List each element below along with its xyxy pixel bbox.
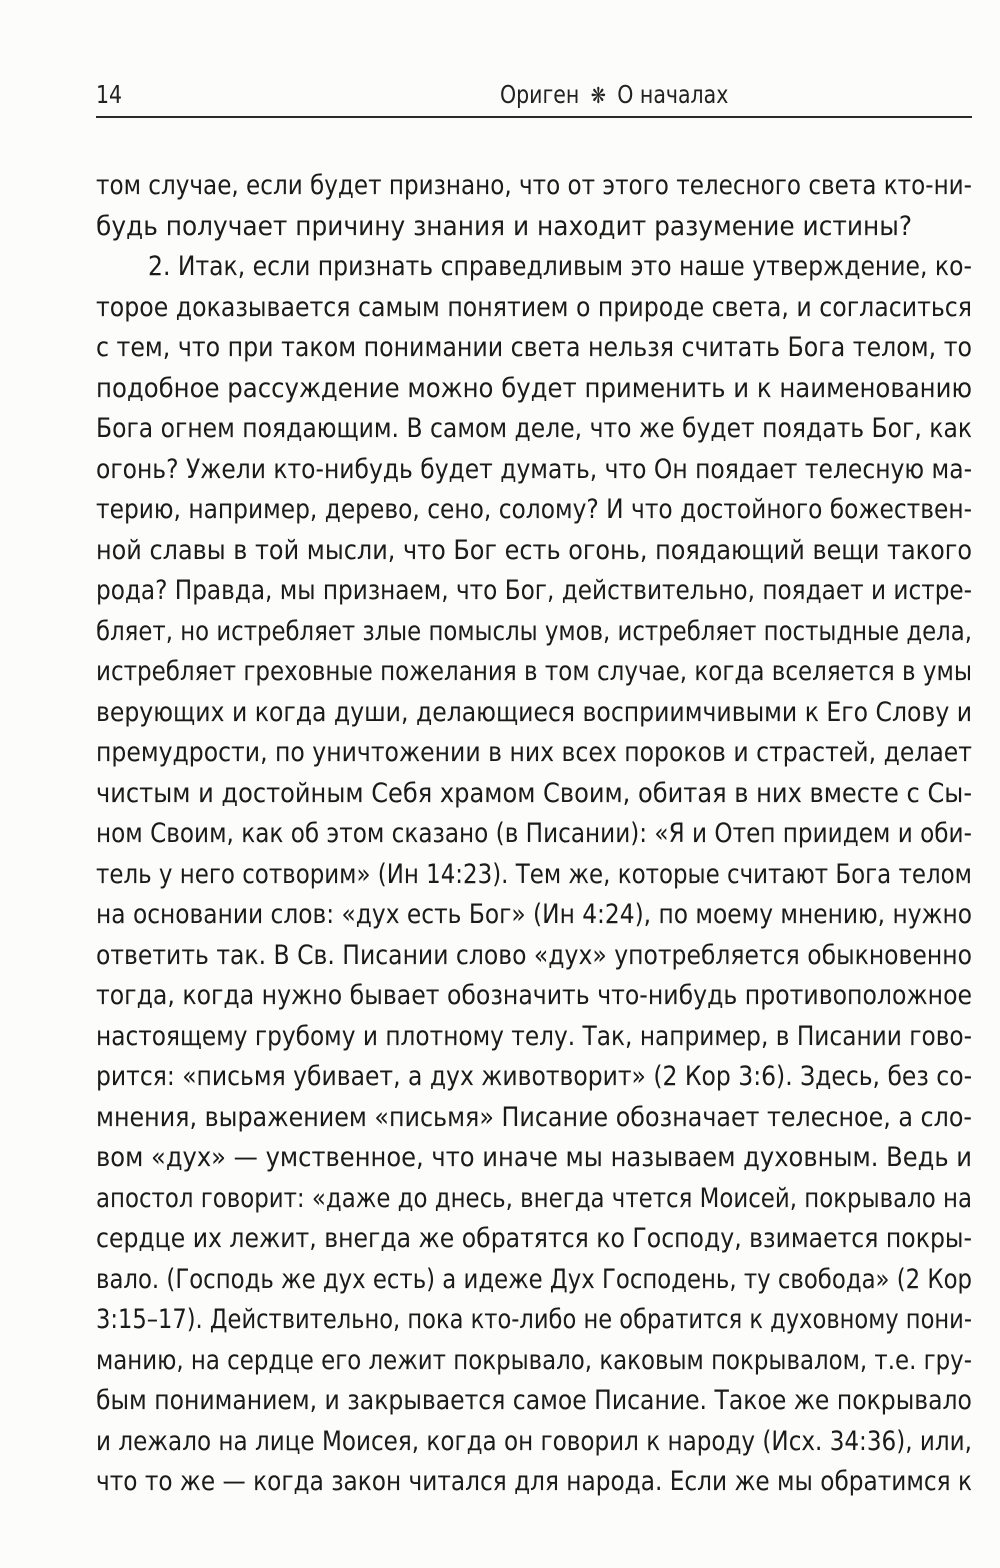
text-line: и лежало на лице Моисея, когда он говорил к народу (Исх. 34:36), или, [96, 1425, 972, 1457]
text-line: бляет, но истребляет злые помыслы умов, истребляет постыдные дела, [96, 615, 972, 647]
header-rule [96, 116, 972, 118]
body-text [96, 166, 976, 1503]
text-line: торое доказывается самым понятием о природе света, и согласиться [96, 291, 973, 323]
text-line: 3:15–17). Действительно, пока кто-либо не обратится к духовному пони- [96, 1304, 972, 1335]
text-line: на основании слов: «дух есть Бог» (Ин 4:24), по моему мнению, нужно [96, 899, 973, 930]
text-line: чистым и достойным Себя храмом Своим, обитая в них вместе с Сы- [96, 777, 973, 809]
ornament-icon: ❋ [590, 84, 606, 109]
text-line: ответить так. В Св. Писании слово «дух» употребляется обыкновенно [96, 939, 972, 971]
author-name: Ориген [500, 80, 580, 109]
text-line: будь получает причину знания и находит разумение истины? [96, 210, 913, 242]
text-line: Бога огнем поядающим. В самом деле, что же будет поядать Бог, как [96, 413, 973, 444]
running-title [500, 77, 728, 115]
text-line: премудрости, по уничтожении в них всех пороков и страстей, делает [96, 737, 972, 768]
text-line: настоящему грубому и плотному телу. Так, например, в Писании гово- [96, 1020, 973, 1052]
text-line: рода? Правда, мы признаем, что Бог, действительно, поядает и истре- [96, 575, 973, 606]
text-line: манию, на сердце его лежит покрывало, каковым покрывалом, т.е. гру- [96, 1344, 972, 1376]
text-line: тогда, когда нужно бывает обозначить что-нибудь противоположное [96, 980, 973, 1011]
text-line: рится: «письмя убивает, а дух животворит» (2 Кор 3:6). Здесь, без со- [96, 1061, 973, 1092]
text-line: ном Своим, как об этом сказано (в Писании): «Я и Отеп приидем и оби- [96, 818, 972, 849]
text-line: огонь? Ужели кто-нибудь будет думать, что Он поядает телесную ма- [96, 453, 973, 485]
text-line: верующих и когда души, делающиеся восприимчивыми к Его Слову и [96, 696, 973, 728]
text-line: тель у него сотворим» (Ин 14:23). Тем же, которые считают Бога телом [96, 858, 972, 890]
text-line: том случае, если будет признано, что от этого телесного света кто-ни- [96, 170, 972, 201]
text-line: подобное рассуждение можно будет применить и к наименованию [96, 372, 972, 404]
text-line: истребляет греховные пожелания в том случае, когда вселяется в умы [96, 656, 972, 687]
text-line: с тем, что при таком понимании света нельзя считать Бога телом, то [96, 332, 972, 363]
paragraph-start-line: 2. Итак, если признать справедливым это наше утверждение, ко- [148, 251, 972, 282]
text-line: терию, например, дерево, сено, солому? И что достойного божествен- [96, 494, 973, 525]
text-line: мнения, выражением «письмя» Писание обозначает телесное, а сло- [96, 1101, 972, 1133]
text-line: сердце их лежит, внегда же обратятся ко Господу, взимается покры- [96, 1223, 972, 1254]
text-line: вало. (Господь же дух есть) а идеже Дух Господень, ту свобода» (2 Кор [96, 1263, 973, 1295]
page-number: 14 [96, 80, 123, 109]
running-head [96, 77, 972, 113]
book-title: О началах [617, 80, 729, 109]
text-line: что то же — когда закон читался для народа. Если же мы обратимся к [96, 1466, 973, 1497]
text-line: вом «дух» — умственное, что иначе мы называем духовным. Ведь и [96, 1142, 973, 1173]
text-line: ной славы в той мысли, что Бог есть огонь, поядающий вещи такого [96, 534, 973, 566]
text-line: бым пониманием, и закрывается самое Писание. Такое же покрывало [96, 1385, 972, 1416]
text-line: апостол говорит: «даже до днесь, внегда чтется Моисей, покрывало на [96, 1182, 972, 1214]
